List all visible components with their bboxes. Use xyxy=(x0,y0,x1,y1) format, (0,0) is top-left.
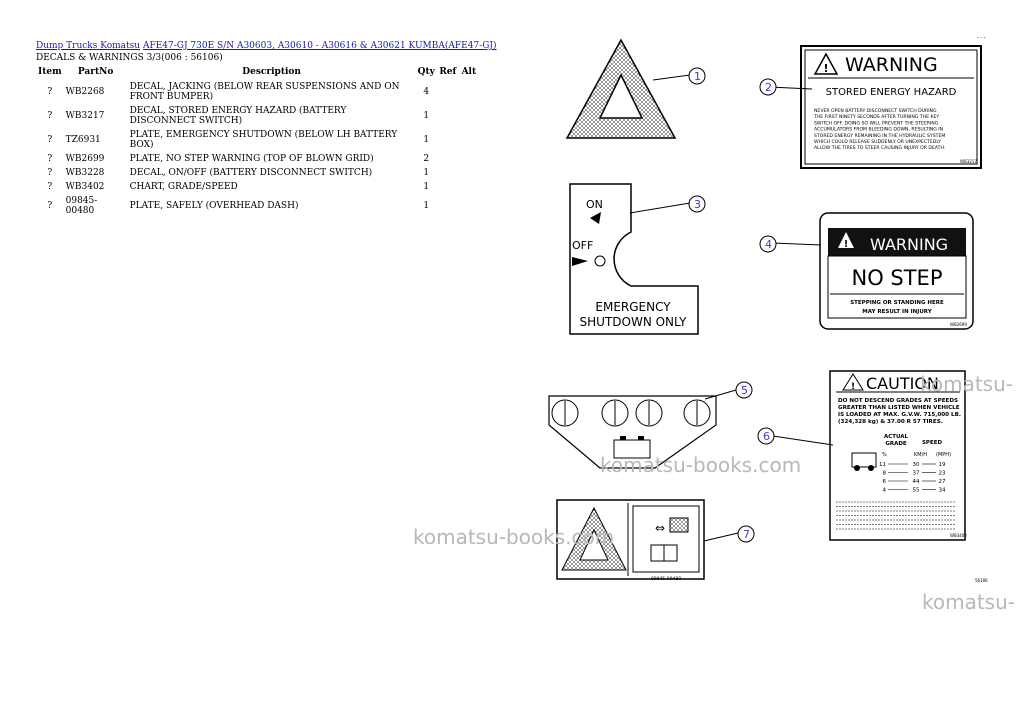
warning-body-line: THE FIRST NINETY SECONDS AFTER TURNING THE KEY xyxy=(814,115,940,121)
col-description: Description xyxy=(242,67,301,77)
caution-grade: GRADE xyxy=(885,441,907,447)
corner-mark: - - - xyxy=(977,35,986,41)
row-description: CHART, GRADE/SPEED xyxy=(129,182,238,192)
row-description: DECAL, STORED ENERGY HAZARD (BATTERY DISCONNECT SWITCH) xyxy=(129,106,347,126)
switch-off-label: OFF xyxy=(572,239,594,252)
col-alt: Alt xyxy=(461,67,477,77)
caution-grade-value: 4 xyxy=(882,487,886,494)
row-qty: 1 xyxy=(423,201,430,211)
switch-on-label: ON xyxy=(586,198,603,211)
emergency-line2: SHUTDOWN ONLY xyxy=(579,315,687,329)
section-title: DECALS & WARNINGS 3/3(006 : 56106) xyxy=(36,53,223,63)
jacking-decal xyxy=(567,40,690,138)
row-item: ? xyxy=(47,168,53,178)
warning-body-line: STORED ENERGY REMAINING IN THE HYDRAULIC SYSTEM xyxy=(814,133,946,139)
row-qty: 1 xyxy=(423,182,430,192)
caution-title: CAUTION xyxy=(866,374,939,393)
warning-body-line: ALLOW THE TIRES TO STEER CAUSING INJURY OR DEATH. xyxy=(814,146,946,152)
nostep-line1: STEPPING OR STANDING HERE xyxy=(850,300,944,306)
col-partno: PartNo xyxy=(77,67,114,77)
svg-text:!: ! xyxy=(843,239,849,250)
caution-actual: ACTUAL xyxy=(883,434,909,440)
col-item: Item xyxy=(38,67,62,77)
callout-number: 6 xyxy=(763,430,770,443)
caution-grade-value: 8 xyxy=(882,470,886,477)
callout-number: 2 xyxy=(765,81,772,94)
svg-text:⇔: ⇔ xyxy=(655,521,666,535)
row-partno: 09845-00480 xyxy=(65,196,98,216)
caution-text-line: (324,328 kg) & 37.00 R 57 TIRES. xyxy=(838,419,943,425)
caution-code: WB3402 xyxy=(950,533,967,538)
grade-speed-chart xyxy=(773,371,967,540)
caution-kmh-value: 44 xyxy=(912,479,920,485)
row-partno: WB2268 xyxy=(65,87,105,97)
callout-number: 3 xyxy=(694,198,701,211)
caution-grade-value: 11 xyxy=(879,462,886,468)
row-item: ? xyxy=(47,87,53,97)
caution-mph-value: 34 xyxy=(938,487,946,494)
small-mark: 56106 xyxy=(975,578,988,583)
row-partno: WB2699 xyxy=(65,154,105,164)
row-description: DECAL, ON/OFF (BATTERY DISCONNECT SWITCH) xyxy=(129,168,373,178)
caution-grade-value: 6 xyxy=(882,479,886,485)
warning-title: WARNING xyxy=(845,54,938,76)
link-dump-trucks[interactable]: Dump Trucks Komatsu xyxy=(36,41,141,51)
row-partno: TZ6931 xyxy=(65,135,101,145)
nostep-line2: MAY RESULT IN INJURY xyxy=(862,309,932,315)
row-qty: 1 xyxy=(423,111,430,121)
nostep-title: NO STEP xyxy=(851,266,943,290)
row-item: ? xyxy=(47,201,53,211)
warning-body-line: ACCUMULATORS FROM BLEEDING DOWN, RESULTING IN xyxy=(814,127,944,133)
row-description: DECAL, JACKING (BELOW REAR SUSPENSIONS AND ON FRONT BUMPER) xyxy=(129,82,400,102)
callout-number: 7 xyxy=(743,528,750,541)
caution-text-line: IS LOADED AT MAX. G.V.W. 715,000 LB. xyxy=(838,412,961,418)
warning-body-line: NEVER OPEN BATTERY DISCONNECT SWITCH DURING xyxy=(814,109,937,114)
caution-speed: SPEED xyxy=(921,440,943,446)
caution-unit-kmh: KM/H xyxy=(914,452,928,458)
col-ref: Ref xyxy=(439,67,457,77)
caution-kmh-value: 37 xyxy=(912,470,920,477)
row-qty: 1 xyxy=(423,168,430,178)
row-partno: WB3402 xyxy=(65,182,105,192)
row-description: PLATE, NO STEP WARNING (TOP OF BLOWN GRID) xyxy=(129,154,374,164)
nostep-warning: WARNING xyxy=(870,235,949,254)
nostep-code: WB2699 xyxy=(950,322,967,327)
caution-unit-mph: (MPH) xyxy=(936,452,951,458)
row-partno: WB3228 xyxy=(65,168,105,178)
svg-text:!: ! xyxy=(850,382,856,392)
row-item: ? xyxy=(47,111,53,121)
emergency-shutdown-plate xyxy=(570,184,698,334)
caution-text-line: GREATER THAN LISTED WHEN VEHICLE xyxy=(838,405,960,411)
row-qty: 1 xyxy=(423,135,430,145)
svg-text:!: ! xyxy=(823,62,829,75)
row-description: PLATE, EMERGENCY SHUTDOWN (BELOW LH BATTERY BOX) xyxy=(129,130,398,150)
col-qty: Qty xyxy=(417,67,435,77)
row-partno: WB3217 xyxy=(65,111,105,121)
warning-subtitle: STORED ENERGY HAZARD xyxy=(825,87,957,98)
warning-body-line: SWITCH OFF. DOING SO WILL PREVENT THE STEERING xyxy=(814,121,939,127)
stored-energy-decal xyxy=(769,46,981,168)
watermark-2: komatsu-books.com xyxy=(600,453,802,477)
caution-mph-value: 23 xyxy=(938,470,946,477)
caution-mph-value: 27 xyxy=(938,479,946,485)
row-description: PLATE, SAFELY (OVERHEAD DASH) xyxy=(129,201,299,211)
row-qty: 2 xyxy=(423,154,430,164)
watermark-3: komatsu-books.com xyxy=(413,525,615,549)
plate-code: 09845-00480 xyxy=(650,577,682,582)
no-step-plate xyxy=(773,213,973,329)
emergency-line1: EMERGENCY xyxy=(595,300,671,314)
row-item: ? xyxy=(47,135,53,145)
row-item: ? xyxy=(47,182,53,192)
caution-mph-value: 19 xyxy=(938,462,946,468)
caution-kmh-value: 55 xyxy=(912,487,920,494)
callout-number: 5 xyxy=(741,384,748,397)
callout-number: 1 xyxy=(694,70,701,83)
watermark-1: komatsu- xyxy=(920,372,1013,396)
caution-unit-pct: % xyxy=(882,452,887,458)
callout-number: 4 xyxy=(765,238,772,251)
warning-code: WB3217 xyxy=(960,159,977,164)
row-qty: 4 xyxy=(423,87,430,97)
caution-kmh-value: 30 xyxy=(912,462,920,468)
link-model[interactable]: AFE47-GJ 730E S/N A30603, A30610 - A30616 & A30621 KUMBA(AFE47-GJ) xyxy=(142,41,497,51)
watermark-4: komatsu- xyxy=(922,590,1015,614)
caution-text-line: DO NOT DESCEND GRADES AT SPEEDS xyxy=(838,398,959,404)
warning-body-line: WHICH COULD RELEASE SUDDENLY OR UNEXPECTEDLY xyxy=(814,140,942,145)
row-item: ? xyxy=(47,154,53,164)
